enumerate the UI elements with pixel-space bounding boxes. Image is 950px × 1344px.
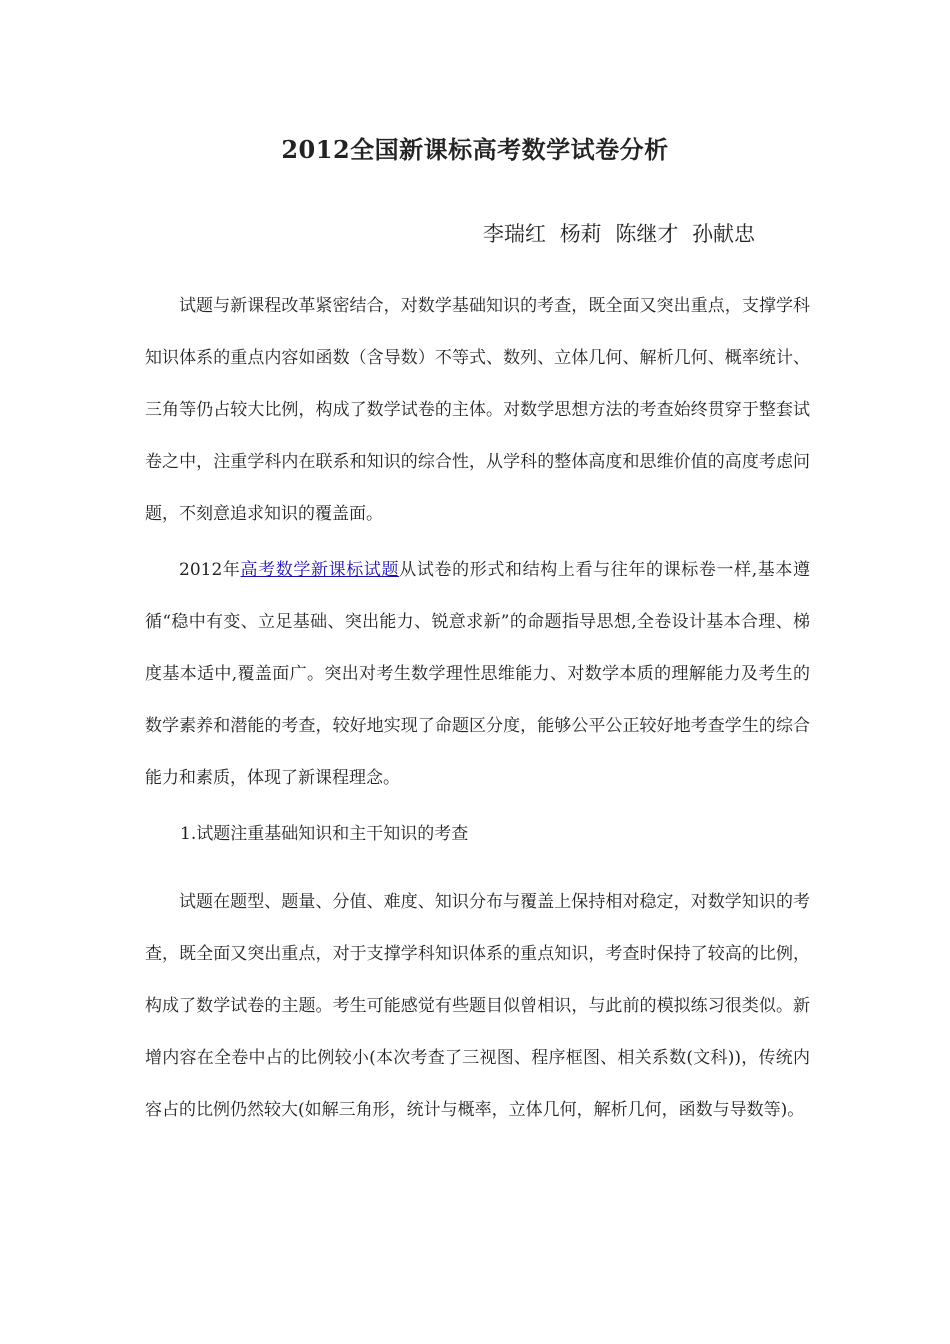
section-paragraph: 试题在题型、题量、分值、难度、知识分布与覆盖上保持相对稳定，对数学知识的考查，既全面又突出重点，对于支撑学科知识体系的重点知识，考查时保持了较高的比例，构成了数学试卷的主题。考生可能感觉有些题目似曾相识，与此前的模拟练习很类似。新增内容在全卷中占的比例较小(本次考查了三视图、程序框图、相关系数(文科))，传统内容占的比例仍然较大(如解三角形，统计与概率，立体几何，解析几何，函数与导数等)。 <box>145 892 810 1120</box>
author-list <box>483 218 762 248</box>
author-name: 陈继才 <box>615 222 679 246</box>
overview-text: 从试卷的形式和结构上看与往年的课标卷一样,基本遵循“稳中有变、立足基础、突出能力、锐意求新”的命题指导思想,全卷设计基本合理、梯度基本适中,覆盖面广。突出对考生数学理性思维能力、对数学本质的理解能力及考生的数学素养和潜能的考查，较好地实现了命题区分度，能够公平公正较好地考查学生的综合能力和素质，体现了新课程理念。 <box>145 560 811 788</box>
author-name: 杨莉 <box>559 222 602 246</box>
section-heading: 1.试题注重基础知识和主干知识的考查 <box>180 824 469 844</box>
document-title: 2012全国新课标高考数学试卷分析 <box>281 135 669 164</box>
author-name: 孙献忠 <box>692 222 756 246</box>
intro-paragraph: 试题与新课程改革紧密结合，对数学基础知识的考查，既全面又突出重点，支撑学科知识体系的重点内容如函数（含导数）不等式、数列、立体几何、解析几何、概率统计、三角等仍占较大比例，构成了数学试卷的主体。对数学思想方法的考查始终贯穿于整套试卷之中，注重学科内在联系和知识的综合性，从学科的整体高度和思维价值的高度考虑问题，不刻意追求知识的覆盖面。 <box>145 296 810 524</box>
exam-questions-link[interactable]: 高考数学新课标试题 <box>240 560 400 580</box>
author-name: 李瑞红 <box>483 222 546 246</box>
overview-paragraph <box>145 544 810 804</box>
overview-year: 2012年 <box>179 560 241 580</box>
